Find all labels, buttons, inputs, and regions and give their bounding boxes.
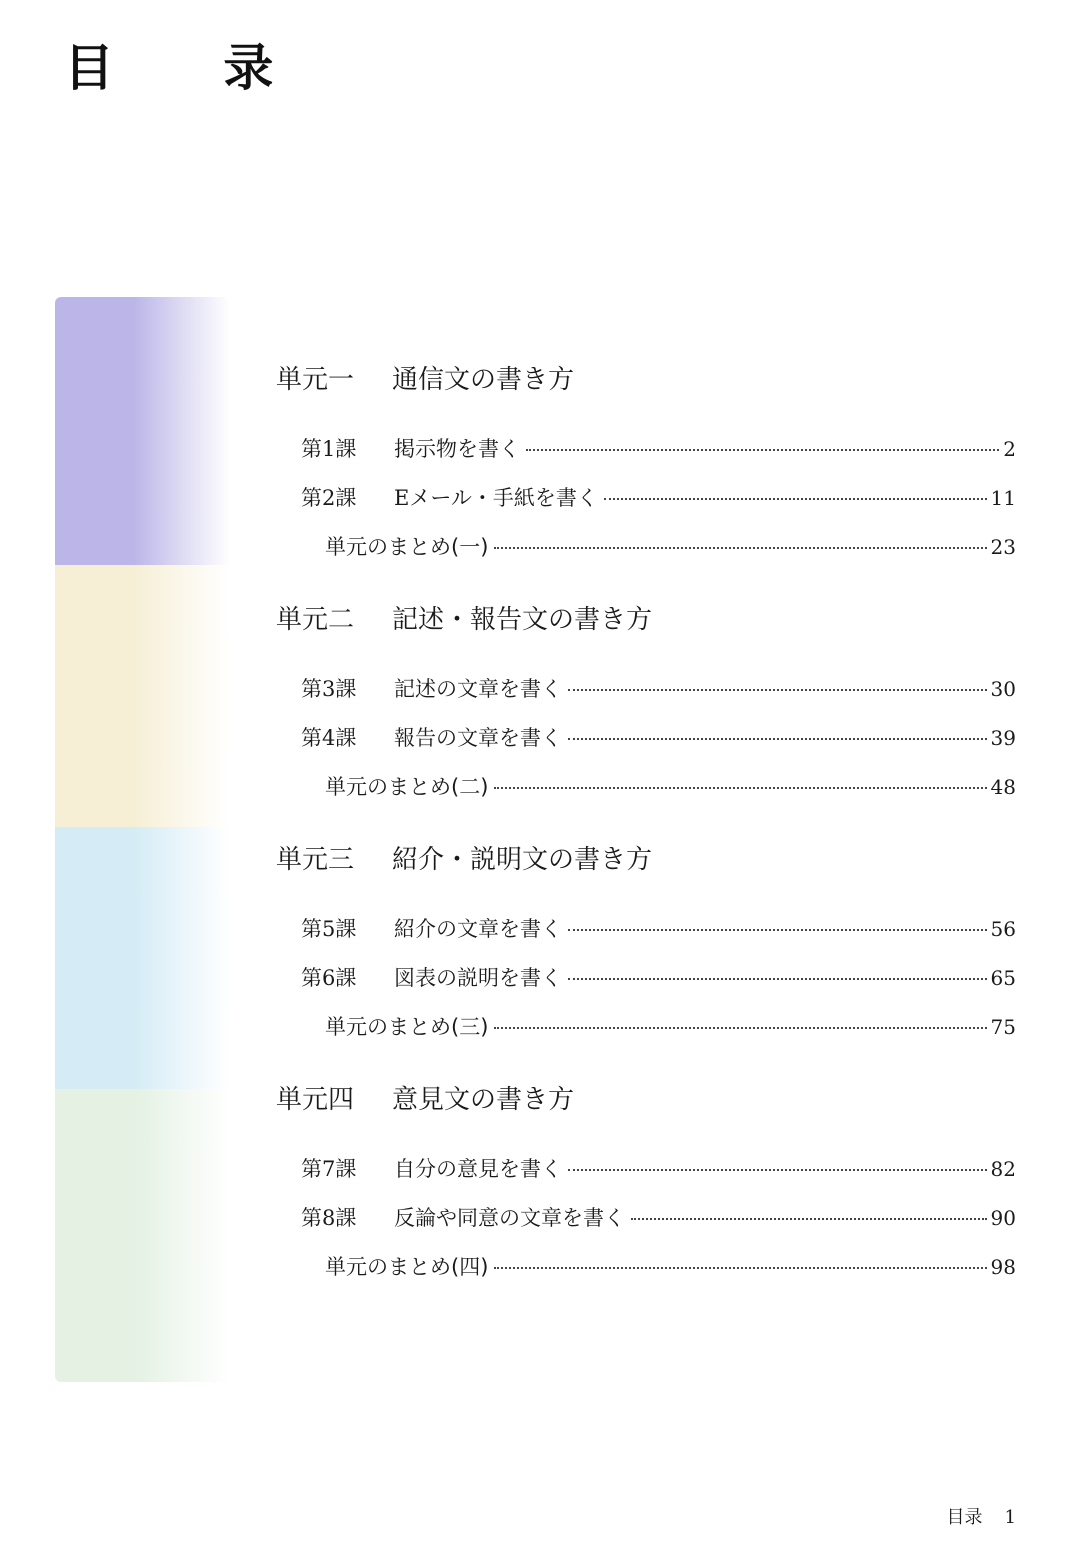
page-number: 98 <box>990 1255 1016 1279</box>
unit-4 <box>276 1075 1016 1292</box>
unit-3 <box>276 835 1016 1052</box>
lesson-number: 第7課 <box>301 1157 357 1181</box>
lesson-number: 第1課 <box>301 437 357 461</box>
toc-entry-lesson-4[interactable] <box>276 714 1016 763</box>
lesson-number: 第2課 <box>301 486 357 510</box>
page-number: 39 <box>990 726 1016 750</box>
page-number: 11 <box>990 486 1016 510</box>
entry-title: Eメール・手紙を書く <box>394 486 598 510</box>
dot-leader <box>631 1218 987 1220</box>
page-title: 目 录 <box>64 38 320 97</box>
unit-number: 単元三 <box>276 845 355 875</box>
entry-title: 単元のまとめ(三) <box>325 1015 489 1039</box>
unit-number: 単元二 <box>276 605 355 635</box>
page-number: 23 <box>990 535 1016 559</box>
entry-title: 図表の説明を書く <box>394 966 562 990</box>
toc-entry-lesson-2[interactable] <box>276 474 1016 523</box>
page-number: 65 <box>990 966 1016 990</box>
color-band-unit-4 <box>55 1089 230 1382</box>
decorative-color-band <box>55 297 230 1382</box>
unit-1 <box>276 355 1016 572</box>
toc-entry-lesson-3[interactable] <box>276 665 1016 714</box>
lesson-number: 第5課 <box>301 917 357 941</box>
dot-leader <box>568 978 987 980</box>
unit-number: 単元四 <box>276 1085 355 1115</box>
entry-title: 反論や同意の文章を書く <box>394 1206 625 1230</box>
page-number: 75 <box>990 1015 1016 1039</box>
dot-leader <box>494 1027 986 1029</box>
page-number: 56 <box>990 917 1016 941</box>
dot-leader <box>568 929 987 931</box>
entry-title: 単元のまとめ(一) <box>325 535 489 559</box>
dot-leader <box>568 738 987 740</box>
page-number: 30 <box>990 677 1016 701</box>
entry-title: 単元のまとめ(四) <box>325 1255 489 1279</box>
unit-2 <box>276 595 1016 812</box>
toc-entry-summary-4[interactable] <box>276 1243 1016 1292</box>
page-number: 48 <box>990 775 1016 799</box>
color-band-unit-2 <box>55 565 230 827</box>
entry-title: 報告の文章を書く <box>394 726 562 750</box>
page-number: 82 <box>990 1157 1016 1181</box>
table-of-contents <box>276 355 1016 1315</box>
unit-heading[interactable] <box>276 595 1016 645</box>
unit-heading[interactable] <box>276 1075 1016 1125</box>
entry-title: 記述の文章を書く <box>394 677 562 701</box>
unit-heading[interactable] <box>276 355 1016 405</box>
unit-title: 通信文の書き方 <box>392 365 575 395</box>
color-band-unit-3 <box>55 827 230 1089</box>
dot-leader <box>494 787 986 789</box>
dot-leader <box>604 498 987 500</box>
toc-entry-lesson-8[interactable] <box>276 1194 1016 1243</box>
toc-entry-lesson-1[interactable] <box>276 425 1016 474</box>
entry-title: 自分の意見を書く <box>394 1157 562 1181</box>
footer-label: 目录 <box>946 1507 983 1528</box>
toc-entry-lesson-6[interactable] <box>276 954 1016 1003</box>
toc-entry-summary-1[interactable] <box>276 523 1016 572</box>
lesson-number: 第6課 <box>301 966 357 990</box>
toc-entry-lesson-5[interactable] <box>276 905 1016 954</box>
lesson-number: 第3課 <box>301 677 357 701</box>
entry-title: 掲示物を書く <box>394 437 520 461</box>
dot-leader <box>526 449 999 451</box>
page-footer <box>947 1503 1016 1529</box>
unit-title: 意見文の書き方 <box>392 1085 575 1115</box>
entry-title: 単元のまとめ(二) <box>325 775 489 799</box>
unit-title: 紹介・説明文の書き方 <box>392 845 653 875</box>
lesson-number: 第4課 <box>301 726 357 750</box>
dot-leader <box>494 1267 986 1269</box>
unit-heading[interactable] <box>276 835 1016 885</box>
lesson-number: 第8課 <box>301 1206 357 1230</box>
footer-page-number: 1 <box>1004 1507 1016 1528</box>
toc-entry-lesson-7[interactable] <box>276 1145 1016 1194</box>
page-number: 2 <box>1003 437 1016 461</box>
color-band-unit-1 <box>55 297 230 565</box>
dot-leader <box>494 547 986 549</box>
unit-title: 記述・報告文の書き方 <box>392 605 653 635</box>
unit-number: 単元一 <box>276 365 355 395</box>
page-number: 90 <box>990 1206 1016 1230</box>
toc-entry-summary-3[interactable] <box>276 1003 1016 1052</box>
entry-title: 紹介の文章を書く <box>394 917 562 941</box>
dot-leader <box>568 689 987 691</box>
toc-entry-summary-2[interactable] <box>276 763 1016 812</box>
dot-leader <box>568 1169 987 1171</box>
